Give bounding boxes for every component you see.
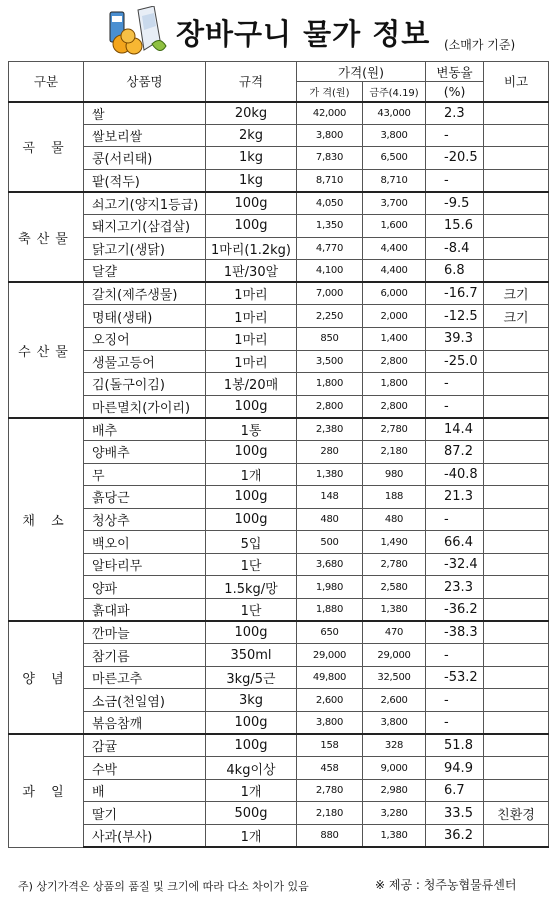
change-rate-cell: -36.2 (426, 599, 484, 622)
spec-cell: 3kg/5근 (206, 666, 297, 689)
product-name-cell: 딸기 (84, 802, 206, 825)
spec-cell: 1판/30알 (206, 260, 297, 283)
spec-cell: 1.5kg/망 (206, 576, 297, 599)
col-header-change-2: (%) (426, 82, 484, 102)
spec-cell: 4kg이상 (206, 757, 297, 780)
price-now-cell: 43,000 (363, 102, 426, 125)
note-cell (484, 373, 549, 396)
change-rate-cell: -40.8 (426, 463, 484, 486)
price-prev-cell: 1,880 (297, 599, 363, 622)
price-now-cell: 8,710 (363, 169, 426, 192)
price-prev-cell: 500 (297, 531, 363, 554)
note-cell (484, 395, 549, 418)
product-name-cell: 닭고기(생닭) (84, 237, 206, 260)
spec-cell: 100g (206, 192, 297, 215)
price-prev-cell: 49,800 (297, 666, 363, 689)
price-prev-cell: 1,980 (297, 576, 363, 599)
note-cell (484, 734, 549, 757)
spec-cell: 1마리 (206, 305, 297, 328)
note-cell (484, 327, 549, 350)
col-header-product: 상품명 (84, 62, 206, 102)
price-now-cell: 4,400 (363, 260, 426, 283)
price-prev-cell: 2,800 (297, 395, 363, 418)
change-rate-cell: 39.3 (426, 327, 484, 350)
price-prev-cell: 2,180 (297, 802, 363, 825)
note-cell (484, 102, 549, 125)
category-cell: 축산물 (9, 192, 84, 282)
table-row (9, 757, 549, 780)
change-rate-cell: 2.3 (426, 102, 484, 125)
product-name-cell: 김(돌구이김) (84, 373, 206, 396)
change-rate-cell: 51.8 (426, 734, 484, 757)
product-name-cell: 쇠고기(양지1등급) (84, 192, 206, 215)
change-rate-cell: - (426, 712, 484, 735)
table-row (9, 734, 549, 757)
change-rate-cell: -12.5 (426, 305, 484, 328)
price-prev-cell: 1,380 (297, 463, 363, 486)
product-name-cell: 무 (84, 463, 206, 486)
note-cell (484, 463, 549, 486)
note-cell: 크기 (484, 305, 549, 328)
spec-cell: 1kg (206, 169, 297, 192)
col-header-category: 구분 (9, 62, 84, 102)
table-row (9, 712, 549, 735)
spec-cell: 100g (206, 621, 297, 644)
change-rate-cell: 94.9 (426, 757, 484, 780)
change-rate-cell: 6.7 (426, 779, 484, 802)
note-cell (484, 169, 549, 192)
category-cell: 채 소 (9, 418, 84, 621)
change-rate-cell: - (426, 373, 484, 396)
price-prev-cell: 148 (297, 486, 363, 509)
spec-cell: 1개 (206, 825, 297, 848)
product-name-cell: 갈치(제주생물) (84, 282, 206, 305)
note-cell (484, 260, 549, 283)
spec-cell: 100g (206, 486, 297, 509)
product-name-cell: 소금(천일염) (84, 689, 206, 712)
price-now-cell: 470 (363, 621, 426, 644)
table-row (9, 395, 549, 418)
price-prev-cell: 4,100 (297, 260, 363, 283)
price-now-cell: 3,700 (363, 192, 426, 215)
spec-cell: 5입 (206, 531, 297, 554)
col-header-price-prev: 가 격(원) (297, 82, 363, 102)
table-header (9, 62, 549, 102)
spec-cell: 1마리 (206, 350, 297, 373)
price-prev-cell: 650 (297, 621, 363, 644)
change-rate-cell: 36.2 (426, 825, 484, 848)
note-cell (484, 418, 549, 441)
note-cell: 크기 (484, 282, 549, 305)
note-cell (484, 486, 549, 509)
spec-cell: 1마리(1.2kg) (206, 237, 297, 260)
change-rate-cell: - (426, 508, 484, 531)
product-name-cell: 배추 (84, 418, 206, 441)
spec-cell: 1마리 (206, 282, 297, 305)
product-name-cell: 생물고등어 (84, 350, 206, 373)
note-cell (484, 599, 549, 622)
spec-cell: 100g (206, 440, 297, 463)
note-cell (484, 147, 549, 170)
table-row (9, 531, 549, 554)
change-rate-cell: - (426, 169, 484, 192)
price-now-cell: 328 (363, 734, 426, 757)
note-cell (484, 553, 549, 576)
price-now-cell: 480 (363, 508, 426, 531)
price-prev-cell: 7,830 (297, 147, 363, 170)
change-rate-cell: 21.3 (426, 486, 484, 509)
product-name-cell: 흙당근 (84, 486, 206, 509)
price-prev-cell: 880 (297, 825, 363, 848)
spec-cell: 100g (206, 734, 297, 757)
spec-cell: 500g (206, 802, 297, 825)
spec-cell: 1kg (206, 147, 297, 170)
table-row (9, 350, 549, 373)
price-now-cell: 2,600 (363, 689, 426, 712)
note-cell: 친환경 (484, 802, 549, 825)
price-prev-cell: 2,250 (297, 305, 363, 328)
change-rate-cell: -20.5 (426, 147, 484, 170)
price-prev-cell: 280 (297, 440, 363, 463)
price-now-cell: 980 (363, 463, 426, 486)
change-rate-cell: 87.2 (426, 440, 484, 463)
spec-cell: 100g (206, 712, 297, 735)
price-now-cell: 32,500 (363, 666, 426, 689)
spec-cell: 20kg (206, 102, 297, 125)
price-now-cell: 1,380 (363, 599, 426, 622)
price-prev-cell: 3,500 (297, 350, 363, 373)
note-cell (484, 644, 549, 667)
spec-cell: 2kg (206, 124, 297, 147)
product-name-cell: 사과(부사) (84, 825, 206, 848)
change-rate-cell: -16.7 (426, 282, 484, 305)
note-cell (484, 757, 549, 780)
product-name-cell: 팥(적두) (84, 169, 206, 192)
price-now-cell: 4,400 (363, 237, 426, 260)
footer-source: ※ 제공 : 청주농협물류센터 (375, 878, 517, 892)
table-row (9, 169, 549, 192)
col-header-price-group: 가격(원) (297, 62, 426, 82)
note-cell (484, 621, 549, 644)
product-name-cell: 흙대파 (84, 599, 206, 622)
product-name-cell: 돼지고기(삼겹살) (84, 214, 206, 237)
change-rate-cell: -32.4 (426, 553, 484, 576)
note-cell (484, 689, 549, 712)
price-now-cell: 29,000 (363, 644, 426, 667)
table-row (9, 373, 549, 396)
price-prev-cell: 2,600 (297, 689, 363, 712)
change-rate-cell: -9.5 (426, 192, 484, 215)
change-rate-cell: -38.3 (426, 621, 484, 644)
price-now-cell: 2,580 (363, 576, 426, 599)
table-row (9, 192, 549, 215)
price-now-cell: 2,980 (363, 779, 426, 802)
category-cell: 곡 물 (9, 102, 84, 192)
table-row (9, 825, 549, 848)
spec-cell: 1단 (206, 599, 297, 622)
spec-cell: 100g (206, 508, 297, 531)
price-prev-cell: 2,380 (297, 418, 363, 441)
spec-cell: 1마리 (206, 327, 297, 350)
table-row (9, 779, 549, 802)
product-name-cell: 달걀 (84, 260, 206, 283)
product-name-cell: 참기름 (84, 644, 206, 667)
note-cell (484, 779, 549, 802)
product-name-cell: 명태(생태) (84, 305, 206, 328)
note-cell (484, 124, 549, 147)
price-table (8, 61, 549, 848)
price-now-cell: 3,800 (363, 124, 426, 147)
change-rate-cell: 6.8 (426, 260, 484, 283)
table-row (9, 486, 549, 509)
note-cell (484, 666, 549, 689)
price-prev-cell: 7,000 (297, 282, 363, 305)
table-row (9, 508, 549, 531)
page-header (0, 0, 555, 62)
product-name-cell: 청상추 (84, 508, 206, 531)
price-prev-cell: 3,680 (297, 553, 363, 576)
table-row (9, 305, 549, 328)
note-cell (484, 531, 549, 554)
price-now-cell: 6,000 (363, 282, 426, 305)
col-header-spec: 규격 (206, 62, 297, 102)
product-name-cell: 마른고추 (84, 666, 206, 689)
table-row (9, 214, 549, 237)
category-cell: 수산물 (9, 282, 84, 418)
price-prev-cell: 3,800 (297, 124, 363, 147)
shopping-basket-icon (108, 6, 168, 56)
change-rate-cell: - (426, 124, 484, 147)
table-row (9, 553, 549, 576)
note-cell (484, 825, 549, 848)
product-name-cell: 감귤 (84, 734, 206, 757)
note-cell (484, 712, 549, 735)
product-name-cell: 쌀 (84, 102, 206, 125)
price-now-cell: 6,500 (363, 147, 426, 170)
table-row (9, 689, 549, 712)
table-row (9, 802, 549, 825)
product-name-cell: 배 (84, 779, 206, 802)
price-prev-cell: 29,000 (297, 644, 363, 667)
table-row (9, 260, 549, 283)
spec-cell: 1통 (206, 418, 297, 441)
col-header-price-now: 금주(4.19) (363, 82, 426, 102)
change-rate-cell: -25.0 (426, 350, 484, 373)
price-now-cell: 188 (363, 486, 426, 509)
change-rate-cell: -8.4 (426, 237, 484, 260)
footer-note: 주) 상기가격은 상품의 품질 및 크기에 따라 다소 차이가 있음 (18, 880, 309, 893)
price-prev-cell: 8,710 (297, 169, 363, 192)
price-now-cell: 2,800 (363, 395, 426, 418)
spec-cell: 1단 (206, 553, 297, 576)
table-row (9, 621, 549, 644)
product-name-cell: 양파 (84, 576, 206, 599)
table-row (9, 666, 549, 689)
price-prev-cell: 1,350 (297, 214, 363, 237)
price-now-cell: 1,800 (363, 373, 426, 396)
price-now-cell: 1,600 (363, 214, 426, 237)
note-cell (484, 350, 549, 373)
change-rate-cell: 66.4 (426, 531, 484, 554)
table-row (9, 102, 549, 125)
note-cell (484, 192, 549, 215)
page-title: 장바구니 물가 정보 (176, 17, 431, 51)
price-now-cell: 2,780 (363, 418, 426, 441)
change-rate-cell: 15.6 (426, 214, 484, 237)
price-prev-cell: 4,770 (297, 237, 363, 260)
note-cell (484, 237, 549, 260)
product-name-cell: 알타리무 (84, 553, 206, 576)
spec-cell: 100g (206, 395, 297, 418)
spec-cell: 1개 (206, 463, 297, 486)
price-now-cell: 1,400 (363, 327, 426, 350)
category-cell: 양 념 (9, 621, 84, 734)
product-name-cell: 수박 (84, 757, 206, 780)
category-cell: 과 일 (9, 734, 84, 847)
price-prev-cell: 458 (297, 757, 363, 780)
product-name-cell: 백오이 (84, 531, 206, 554)
table-row (9, 418, 549, 441)
product-name-cell: 쌀보리쌀 (84, 124, 206, 147)
price-prev-cell: 42,000 (297, 102, 363, 125)
price-now-cell: 3,800 (363, 712, 426, 735)
price-prev-cell: 850 (297, 327, 363, 350)
spec-cell: 1개 (206, 779, 297, 802)
price-now-cell: 1,490 (363, 531, 426, 554)
change-rate-cell: 23.3 (426, 576, 484, 599)
product-name-cell: 오징어 (84, 327, 206, 350)
table-row (9, 576, 549, 599)
price-prev-cell: 2,780 (297, 779, 363, 802)
change-rate-cell: -53.2 (426, 666, 484, 689)
page-subtitle: (소매가 기준) (444, 38, 516, 52)
spec-cell: 3kg (206, 689, 297, 712)
table-row (9, 440, 549, 463)
note-cell (484, 508, 549, 531)
table-row (9, 282, 549, 305)
table-row (9, 599, 549, 622)
change-rate-cell: 14.4 (426, 418, 484, 441)
price-prev-cell: 1,800 (297, 373, 363, 396)
price-now-cell: 2,800 (363, 350, 426, 373)
table-row (9, 237, 549, 260)
product-name-cell: 깐마늘 (84, 621, 206, 644)
change-rate-cell: - (426, 644, 484, 667)
price-prev-cell: 480 (297, 508, 363, 531)
change-rate-cell: 33.5 (426, 802, 484, 825)
price-now-cell: 2,000 (363, 305, 426, 328)
change-rate-cell: - (426, 395, 484, 418)
table-row (9, 644, 549, 667)
price-prev-cell: 158 (297, 734, 363, 757)
col-header-note: 비고 (484, 62, 549, 102)
spec-cell: 350ml (206, 644, 297, 667)
price-prev-cell: 4,050 (297, 192, 363, 215)
table-row (9, 124, 549, 147)
product-name-cell: 마른멸치(가이리) (84, 395, 206, 418)
table-body (9, 102, 549, 848)
price-now-cell: 2,780 (363, 553, 426, 576)
spec-cell: 100g (206, 214, 297, 237)
price-now-cell: 1,380 (363, 825, 426, 848)
product-name-cell: 콩(서리태) (84, 147, 206, 170)
col-header-change-1: 변동율 (426, 62, 484, 82)
price-now-cell: 3,280 (363, 802, 426, 825)
table-row (9, 327, 549, 350)
price-now-cell: 9,000 (363, 757, 426, 780)
note-cell (484, 214, 549, 237)
note-cell (484, 576, 549, 599)
price-prev-cell: 3,800 (297, 712, 363, 735)
price-now-cell: 2,180 (363, 440, 426, 463)
table-row (9, 147, 549, 170)
spec-cell: 1봉/20매 (206, 373, 297, 396)
product-name-cell: 양배추 (84, 440, 206, 463)
table-row (9, 463, 549, 486)
change-rate-cell: - (426, 689, 484, 712)
note-cell (484, 440, 549, 463)
product-name-cell: 볶음참깨 (84, 712, 206, 735)
